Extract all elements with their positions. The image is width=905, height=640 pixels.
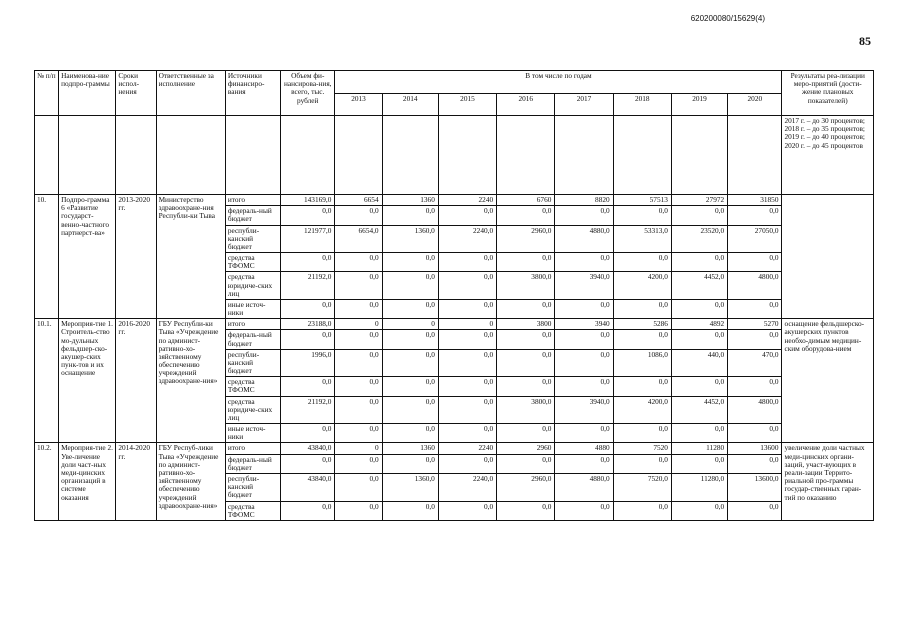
year-value: 4452,0 bbox=[671, 272, 727, 300]
year-value: 0,0 bbox=[382, 424, 438, 443]
header-year: 2020 bbox=[728, 93, 782, 116]
year-value: 0,0 bbox=[438, 454, 496, 473]
table-row bbox=[35, 319, 874, 330]
year-value: 0,0 bbox=[497, 349, 555, 377]
year-value: 0,0 bbox=[555, 501, 613, 520]
year-value: 0,0 bbox=[382, 206, 438, 225]
year-value: 27050,0 bbox=[728, 225, 782, 253]
year-value: 0,0 bbox=[555, 253, 613, 272]
year-value: 0,0 bbox=[497, 501, 555, 520]
year-value: 1086,0 bbox=[613, 349, 671, 377]
year-value: 8820 bbox=[555, 195, 613, 206]
carry-over-row bbox=[35, 116, 874, 195]
year-value: 1360 bbox=[382, 443, 438, 454]
year-value: 0,0 bbox=[671, 253, 727, 272]
year-value: 57513 bbox=[613, 195, 671, 206]
year-value: 13600 bbox=[728, 443, 782, 454]
section-result bbox=[782, 195, 874, 319]
year-value: 0,0 bbox=[335, 349, 382, 377]
total-value: 0,0 bbox=[281, 424, 335, 443]
year-value: 4800,0 bbox=[728, 396, 782, 424]
year-value: 470,0 bbox=[728, 349, 782, 377]
year-value: 0,0 bbox=[335, 501, 382, 520]
year-value: 0,0 bbox=[438, 349, 496, 377]
year-value: 6760 bbox=[497, 195, 555, 206]
year-value: 0,0 bbox=[335, 377, 382, 396]
year-value: 0,0 bbox=[335, 299, 382, 318]
funding-source: иные источ-ники bbox=[225, 299, 280, 318]
year-value: 0 bbox=[382, 319, 438, 330]
year-value: 0,0 bbox=[728, 206, 782, 225]
year-value: 6654 bbox=[335, 195, 382, 206]
year-value: 0,0 bbox=[497, 330, 555, 349]
year-value: 5286 bbox=[613, 319, 671, 330]
year-value: 0,0 bbox=[497, 253, 555, 272]
total-value: 143169,0 bbox=[281, 195, 335, 206]
year-value: 0,0 bbox=[438, 424, 496, 443]
page-number: 85 bbox=[859, 34, 871, 48]
total-value: 0,0 bbox=[281, 377, 335, 396]
funding-source: средства ТФОМС bbox=[225, 377, 280, 396]
year-value: 0,0 bbox=[497, 377, 555, 396]
section-responsible: ГБУ Республи-ки Тыва «Учреждение по админист-ративно-хо-зяйственному обеспечению учреждений здравоохране-ния» bbox=[156, 319, 225, 443]
year-value: 2240,0 bbox=[438, 473, 496, 501]
year-value: 0,0 bbox=[555, 377, 613, 396]
year-value: 5270 bbox=[728, 319, 782, 330]
year-value: 4200,0 bbox=[613, 396, 671, 424]
funding-source: средства юридиче-ских лиц bbox=[225, 396, 280, 424]
total-value: 0,0 bbox=[281, 501, 335, 520]
year-value: 3800,0 bbox=[497, 272, 555, 300]
header-responsible: Ответственные за исполнение bbox=[156, 71, 225, 116]
year-value: 13600,0 bbox=[728, 473, 782, 501]
year-value: 0,0 bbox=[335, 424, 382, 443]
header-year: 2019 bbox=[671, 93, 727, 116]
year-value: 0,0 bbox=[438, 253, 496, 272]
year-value: 4880 bbox=[555, 443, 613, 454]
total-value: 21192,0 bbox=[281, 396, 335, 424]
year-value: 0,0 bbox=[728, 299, 782, 318]
year-value: 0,0 bbox=[555, 206, 613, 225]
year-value: 2960,0 bbox=[497, 225, 555, 253]
year-value: 4200,0 bbox=[613, 272, 671, 300]
funding-source: иные источ-ники bbox=[225, 424, 280, 443]
year-value: 0,0 bbox=[382, 272, 438, 300]
section-responsible: Министерство здравоохране-ния Республи-ки Тыва bbox=[156, 195, 225, 319]
year-value: 4880,0 bbox=[555, 225, 613, 253]
year-value: 0 bbox=[335, 443, 382, 454]
year-value: 4800,0 bbox=[728, 272, 782, 300]
section-term: 2013-2020 гг. bbox=[116, 195, 156, 319]
year-value: 0,0 bbox=[438, 501, 496, 520]
year-value: 0,0 bbox=[671, 377, 727, 396]
total-value: 0,0 bbox=[281, 299, 335, 318]
section-number: 10.2. bbox=[35, 443, 59, 520]
funding-source: федераль-ный бюджет bbox=[225, 330, 280, 349]
header-sources: Источники финансиро-вания bbox=[225, 71, 280, 116]
year-value: 0,0 bbox=[728, 330, 782, 349]
year-value: 0 bbox=[438, 319, 496, 330]
total-value: 1996,0 bbox=[281, 349, 335, 377]
year-value: 0,0 bbox=[555, 299, 613, 318]
year-value: 0,0 bbox=[613, 377, 671, 396]
year-value: 0,0 bbox=[555, 454, 613, 473]
year-value: 0,0 bbox=[555, 349, 613, 377]
header-by-years: В том числе по годам bbox=[335, 71, 782, 94]
year-value: 0,0 bbox=[497, 454, 555, 473]
year-value: 1360,0 bbox=[382, 225, 438, 253]
year-value: 0,0 bbox=[671, 424, 727, 443]
total-value: 0,0 bbox=[281, 454, 335, 473]
header-term: Сроки испол-нения bbox=[116, 71, 156, 116]
funding-source: средства юридиче-ских лиц bbox=[225, 272, 280, 300]
year-value: 0,0 bbox=[335, 253, 382, 272]
year-value: 440,0 bbox=[671, 349, 727, 377]
year-value: 0,0 bbox=[438, 272, 496, 300]
total-value: 43840,0 bbox=[281, 443, 335, 454]
year-value: 0,0 bbox=[335, 330, 382, 349]
year-value: 0,0 bbox=[335, 206, 382, 225]
year-value: 0,0 bbox=[613, 501, 671, 520]
year-value: 7520,0 bbox=[613, 473, 671, 501]
year-value: 0,0 bbox=[382, 299, 438, 318]
total-value: 43840,0 bbox=[281, 473, 335, 501]
table-row bbox=[35, 195, 874, 206]
year-value: 0,0 bbox=[438, 330, 496, 349]
year-value: 2240 bbox=[438, 195, 496, 206]
year-value: 53313,0 bbox=[613, 225, 671, 253]
year-value: 0,0 bbox=[613, 206, 671, 225]
section-result: оснащение фельдшерско-акушерских пунктов необхо-димым медицин-ским оборудова-нием bbox=[782, 319, 874, 443]
year-value: 0,0 bbox=[438, 206, 496, 225]
section-result: увеличение доли частных меди-цинских органи-заций, участ-вующих в реали-зации Террито-риальной про-граммы государ-ственных гаран-тий по оказанию bbox=[782, 443, 874, 520]
total-value: 121977,0 bbox=[281, 225, 335, 253]
year-value: 0,0 bbox=[671, 206, 727, 225]
year-value: 3800 bbox=[497, 319, 555, 330]
year-value: 0,0 bbox=[728, 377, 782, 396]
year-value: 3940 bbox=[555, 319, 613, 330]
year-value: 0,0 bbox=[335, 473, 382, 501]
year-value: 0,0 bbox=[497, 206, 555, 225]
funding-source: средства ТФОМС bbox=[225, 253, 280, 272]
year-value: 4452,0 bbox=[671, 396, 727, 424]
year-value: 0,0 bbox=[728, 454, 782, 473]
year-value: 27972 bbox=[671, 195, 727, 206]
funding-source: республи-канский бюджет bbox=[225, 225, 280, 253]
section-name: Мероприя-тие 1. Строитель-ство мо-дульных фельдшер-ско-акушер-ских пунк-тов и их оснащение bbox=[59, 319, 116, 443]
section-name: Мероприя-тие 2. Уве-личение доли част-ных меди-цинских организаций в системе оказания bbox=[59, 443, 116, 520]
total-value: 0,0 bbox=[281, 206, 335, 225]
year-value: 0,0 bbox=[438, 377, 496, 396]
section-number: 10. bbox=[35, 195, 59, 319]
total-value: 23188,0 bbox=[281, 319, 335, 330]
year-value: 4880,0 bbox=[555, 473, 613, 501]
year-value: 6654,0 bbox=[335, 225, 382, 253]
year-value: 0,0 bbox=[382, 330, 438, 349]
year-value: 2960 bbox=[497, 443, 555, 454]
year-value: 11280,0 bbox=[671, 473, 727, 501]
year-value: 0,0 bbox=[671, 299, 727, 318]
year-value: 0,0 bbox=[555, 424, 613, 443]
year-value: 0,0 bbox=[382, 377, 438, 396]
year-value: 4892 bbox=[671, 319, 727, 330]
year-value: 2240,0 bbox=[438, 225, 496, 253]
year-value: 0,0 bbox=[382, 501, 438, 520]
year-value: 3940,0 bbox=[555, 272, 613, 300]
financing-table bbox=[34, 70, 874, 521]
year-value: 0,0 bbox=[671, 330, 727, 349]
funding-source: средства ТФОМС bbox=[225, 501, 280, 520]
year-value: 0,0 bbox=[438, 396, 496, 424]
header-row-1 bbox=[35, 71, 874, 94]
year-value: 0,0 bbox=[335, 272, 382, 300]
section-responsible: ГБУ Респуб-лики Тыва «Учреждение по админист-ративно-хо-зяйственному обеспечению учреждений здравоохране-ния» bbox=[156, 443, 225, 520]
year-value: 0,0 bbox=[335, 396, 382, 424]
year-value: 0,0 bbox=[438, 299, 496, 318]
year-value: 0,0 bbox=[497, 299, 555, 318]
section-term: 2014-2020 гг. bbox=[116, 443, 156, 520]
year-value: 0,0 bbox=[613, 253, 671, 272]
year-value: 0,0 bbox=[382, 396, 438, 424]
header-year: 2013 bbox=[335, 93, 382, 116]
year-value: 0,0 bbox=[382, 454, 438, 473]
year-value: 0,0 bbox=[728, 253, 782, 272]
year-value: 1360,0 bbox=[382, 473, 438, 501]
header-year: 2017 bbox=[555, 93, 613, 116]
year-value: 3800,0 bbox=[497, 396, 555, 424]
funding-source: итого bbox=[225, 443, 280, 454]
funding-source: федераль-ный бюджет bbox=[225, 206, 280, 225]
funding-source: республи-канский бюджет bbox=[225, 473, 280, 501]
year-value: 0,0 bbox=[671, 501, 727, 520]
section-number: 10.1. bbox=[35, 319, 59, 443]
header-year: 2014 bbox=[382, 93, 438, 116]
year-value: 0,0 bbox=[728, 501, 782, 520]
year-value: 31850 bbox=[728, 195, 782, 206]
funding-source: итого bbox=[225, 195, 280, 206]
year-value: 0 bbox=[335, 319, 382, 330]
total-value: 0,0 bbox=[281, 330, 335, 349]
year-value: 1360 bbox=[382, 195, 438, 206]
year-value: 0,0 bbox=[728, 424, 782, 443]
section-term: 2016-2020 гг. bbox=[116, 319, 156, 443]
table-row bbox=[35, 443, 874, 454]
year-value: 0,0 bbox=[613, 299, 671, 318]
year-value: 0,0 bbox=[382, 253, 438, 272]
header-volume: Объем фи-нансирова-ния, всего, тыс. рублей bbox=[281, 71, 335, 116]
header-name: Наименова-ние подпро-граммы bbox=[59, 71, 116, 116]
year-value: 23520,0 bbox=[671, 225, 727, 253]
total-value: 0,0 bbox=[281, 253, 335, 272]
year-value: 0,0 bbox=[613, 454, 671, 473]
header-year: 2015 bbox=[438, 93, 496, 116]
year-value: 2960,0 bbox=[497, 473, 555, 501]
funding-source: республи-канский бюджет bbox=[225, 349, 280, 377]
year-value: 0,0 bbox=[671, 454, 727, 473]
carry-over-result: 2017 г. – до 30 процентов; 2018 г. – до 35 процентов; 2019 г. – до 40 процентов; 2020 г. – до 45 процентов bbox=[782, 116, 874, 195]
total-value: 21192,0 bbox=[281, 272, 335, 300]
section-name: Подпро-грамма 6 «Развитие государст-венно-частного партнерст-ва» bbox=[59, 195, 116, 319]
header-year: 2018 bbox=[613, 93, 671, 116]
funding-source: федераль-ный бюджет bbox=[225, 454, 280, 473]
year-value: 0,0 bbox=[497, 424, 555, 443]
year-value: 0,0 bbox=[555, 330, 613, 349]
header-year: 2016 bbox=[497, 93, 555, 116]
document-number: 620200080/15629(4) bbox=[690, 14, 765, 23]
year-value: 0,0 bbox=[382, 349, 438, 377]
funding-source: итого bbox=[225, 319, 280, 330]
year-value: 0,0 bbox=[613, 330, 671, 349]
year-value: 11280 bbox=[671, 443, 727, 454]
year-value: 2240 bbox=[438, 443, 496, 454]
header-no: № п/п bbox=[35, 71, 59, 116]
year-value: 3940,0 bbox=[555, 396, 613, 424]
header-result: Результаты реа-лизации меро-приятий (дости-жение плановых показателей) bbox=[782, 71, 874, 116]
year-value: 0,0 bbox=[613, 424, 671, 443]
year-value: 7520 bbox=[613, 443, 671, 454]
year-value: 0,0 bbox=[335, 454, 382, 473]
